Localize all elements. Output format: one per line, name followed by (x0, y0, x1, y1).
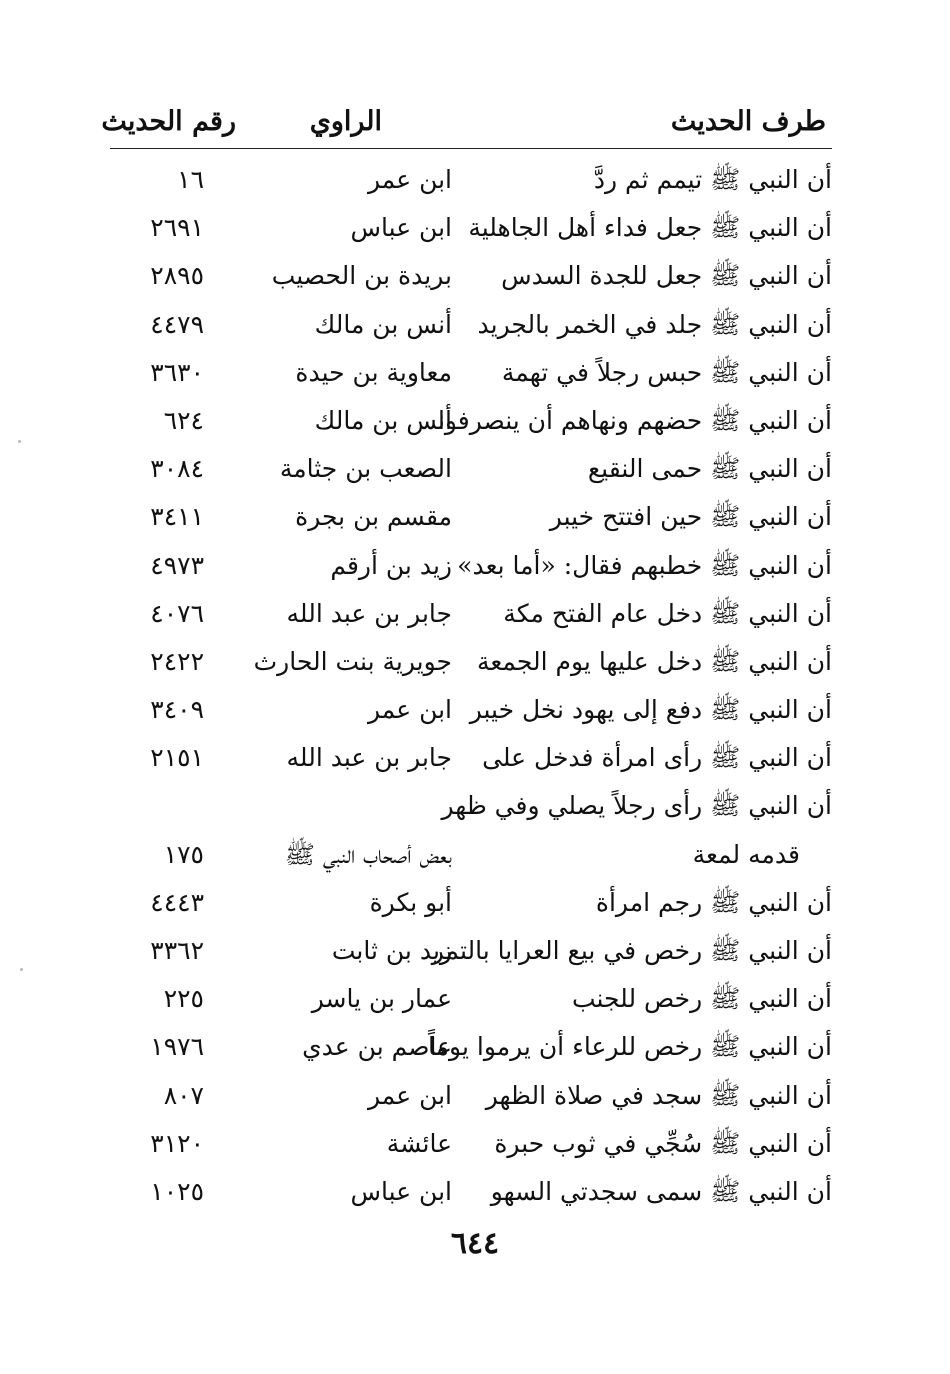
table-row (110, 399, 832, 447)
hadith-number: ١٩٧٦ (150, 1032, 204, 1062)
table-row (110, 1122, 832, 1170)
narrator-name: بريدة بن الحصيب (271, 261, 452, 291)
hadith-start-text: أن النبي ﷺ رخص في بيع العرايا بالتمر (431, 936, 832, 965)
table-row (110, 833, 832, 881)
narrator-name: عاصم بن عدي (302, 1032, 452, 1062)
hadith-number: ٣٣٦٢ (150, 936, 204, 965)
scan-speck (20, 968, 23, 971)
hadith-number: ٣١٢٠ (150, 1128, 204, 1158)
narrator-name: أنس بن مالك (314, 405, 452, 435)
page-number: ٦٤٤ (450, 1226, 500, 1261)
hadith-start-text: أن النبي ﷺ رأى امرأة فدخل على (482, 743, 832, 773)
table-row (110, 254, 832, 302)
narrator-name: ابن عباس (350, 1176, 452, 1206)
hadith-number: ٤٤٤٣ (150, 887, 204, 917)
narrator-name: زيد بن أرقم (330, 550, 452, 580)
narrator-name: زيد بن ثابت (331, 936, 452, 965)
narrator-name: عمار بن ياسر (311, 984, 452, 1014)
hadith-number: ٤٩٧٣ (150, 550, 204, 580)
hadith-start-text: أن النبي ﷺ خطبهم فقال: «أما بعد» (457, 550, 832, 580)
table-row (110, 1074, 832, 1122)
table-row (110, 736, 832, 784)
hadith-number: ٣٠٨٤ (150, 454, 204, 484)
narrator-name: جابر بن عبد الله (286, 743, 452, 773)
table-row (110, 929, 832, 977)
hadith-start-text: أن النبي ﷺ حبس رجلاً في تهمة (501, 357, 832, 387)
hadith-number: ٣٤١١ (150, 502, 204, 532)
header-hadith-number: رقم الحديث (101, 106, 236, 137)
table-row (110, 544, 832, 592)
hadith-number: ٣٤٠٩ (150, 695, 204, 725)
narrator-name: ابن عباس (350, 213, 452, 243)
hadith-start-text: أن النبي ﷺ حين افتتح خيبر (549, 502, 832, 532)
table-row (110, 1170, 832, 1218)
table-row (110, 303, 832, 351)
hadith-start-text: أن النبي ﷺ رأى رجلاً يصلي وفي ظهر (441, 791, 832, 821)
hadith-number: ١٦ (177, 165, 204, 194)
table-row (110, 1025, 832, 1073)
table-row (110, 447, 832, 495)
hadith-start-text: أن النبي ﷺ جلد في الخمر بالجريد (477, 309, 832, 339)
narrator-name: ابن عمر (367, 165, 452, 194)
hadith-number: ٤٠٧٦ (150, 598, 204, 628)
narrator-name: الصعب بن جثامة (279, 454, 452, 484)
table-row (110, 881, 832, 929)
table-row (110, 688, 832, 736)
hadith-start-text: أن النبي ﷺ دفع إلى يهود نخل خيبر (469, 695, 832, 725)
table-row (110, 158, 832, 206)
hadith-number: ٢١٥١ (150, 743, 204, 773)
table-row (110, 351, 832, 399)
hadith-number: ١٧٥ (163, 839, 204, 869)
hadith-number: ٣٦٣٠ (150, 357, 204, 387)
narrator-name: ابن عمر (367, 695, 452, 725)
hadith-start-text: أن النبي ﷺ حضهم ونهاهم أن ينصرفوا (437, 405, 832, 435)
hadith-number: ٨٠٧ (163, 1080, 204, 1110)
hadith-number: ٢٢٥ (163, 984, 204, 1014)
hadith-start-text: أن النبي ﷺ جعل فداء أهل الجاهلية (468, 213, 832, 243)
table-row (110, 977, 832, 1025)
narrator-name: جابر بن عبد الله (286, 598, 452, 628)
hadith-number: ٢٨٩٥ (150, 261, 204, 291)
hadith-number: ٢٦٩١ (150, 213, 204, 243)
hadith-start-text: قدمه لمعة (692, 839, 800, 869)
hadith-start-text: أن النبي ﷺ تيمم ثم ردَّ (593, 165, 832, 194)
table-row (110, 784, 832, 832)
narrator-name: أبو بكرة (369, 887, 452, 917)
narrator-name: عائشة (386, 1128, 452, 1158)
hadith-start-text: أن النبي ﷺ سُجِّي في ثوب حبرة (494, 1128, 832, 1158)
narrator-name: ابن عمر (367, 1080, 452, 1110)
table-row (110, 206, 832, 254)
hadith-start-text: أن النبي ﷺ دخل عام الفتح مكة (503, 598, 832, 628)
narrator-name: جويرية بنت الحارث (253, 646, 452, 676)
hadith-number: ٤٤٧٩ (150, 309, 204, 339)
hadith-number: ١٠٢٥ (150, 1176, 204, 1206)
narrator-name: مقسم بن بجرة (295, 502, 452, 532)
hadith-number: ٦٢٤ (163, 405, 204, 435)
hadith-start-text: أن النبي ﷺ جعل للجدة السدس (501, 261, 832, 291)
hadith-start-text: أن النبي ﷺ سجد في صلاة الظهر (485, 1080, 832, 1110)
header-narrator: الراوي (309, 106, 382, 137)
hadith-start-text: أن النبي ﷺ رخص للرعاء أن يرموا يوماً (428, 1032, 832, 1062)
hadith-start-text: أن النبي ﷺ حمى النقيع (587, 454, 832, 484)
table-row (110, 592, 832, 640)
table-header (101, 100, 832, 149)
hadith-start-text: أن النبي ﷺ رجم امرأة (595, 887, 832, 917)
narrator-name: بعض أصحاب النبي ﷺ (284, 839, 452, 869)
narrator-name: أنس بن مالك (314, 309, 452, 339)
scan-speck (18, 440, 21, 443)
hadith-start-text: أن النبي ﷺ رخص للجنب (571, 984, 832, 1014)
narrator-name: معاوية بن حيدة (295, 357, 452, 387)
hadith-number: ٢٤٢٢ (150, 646, 204, 676)
header-hadith-start: طرف الحديث (670, 106, 826, 137)
hadith-start-text: أن النبي ﷺ سمى سجدتي السهو (490, 1176, 832, 1206)
table-row (110, 640, 832, 688)
hadith-start-text: أن النبي ﷺ دخل عليها يوم الجمعة (476, 646, 832, 676)
index-table-body (110, 158, 832, 1218)
table-row (110, 495, 832, 543)
